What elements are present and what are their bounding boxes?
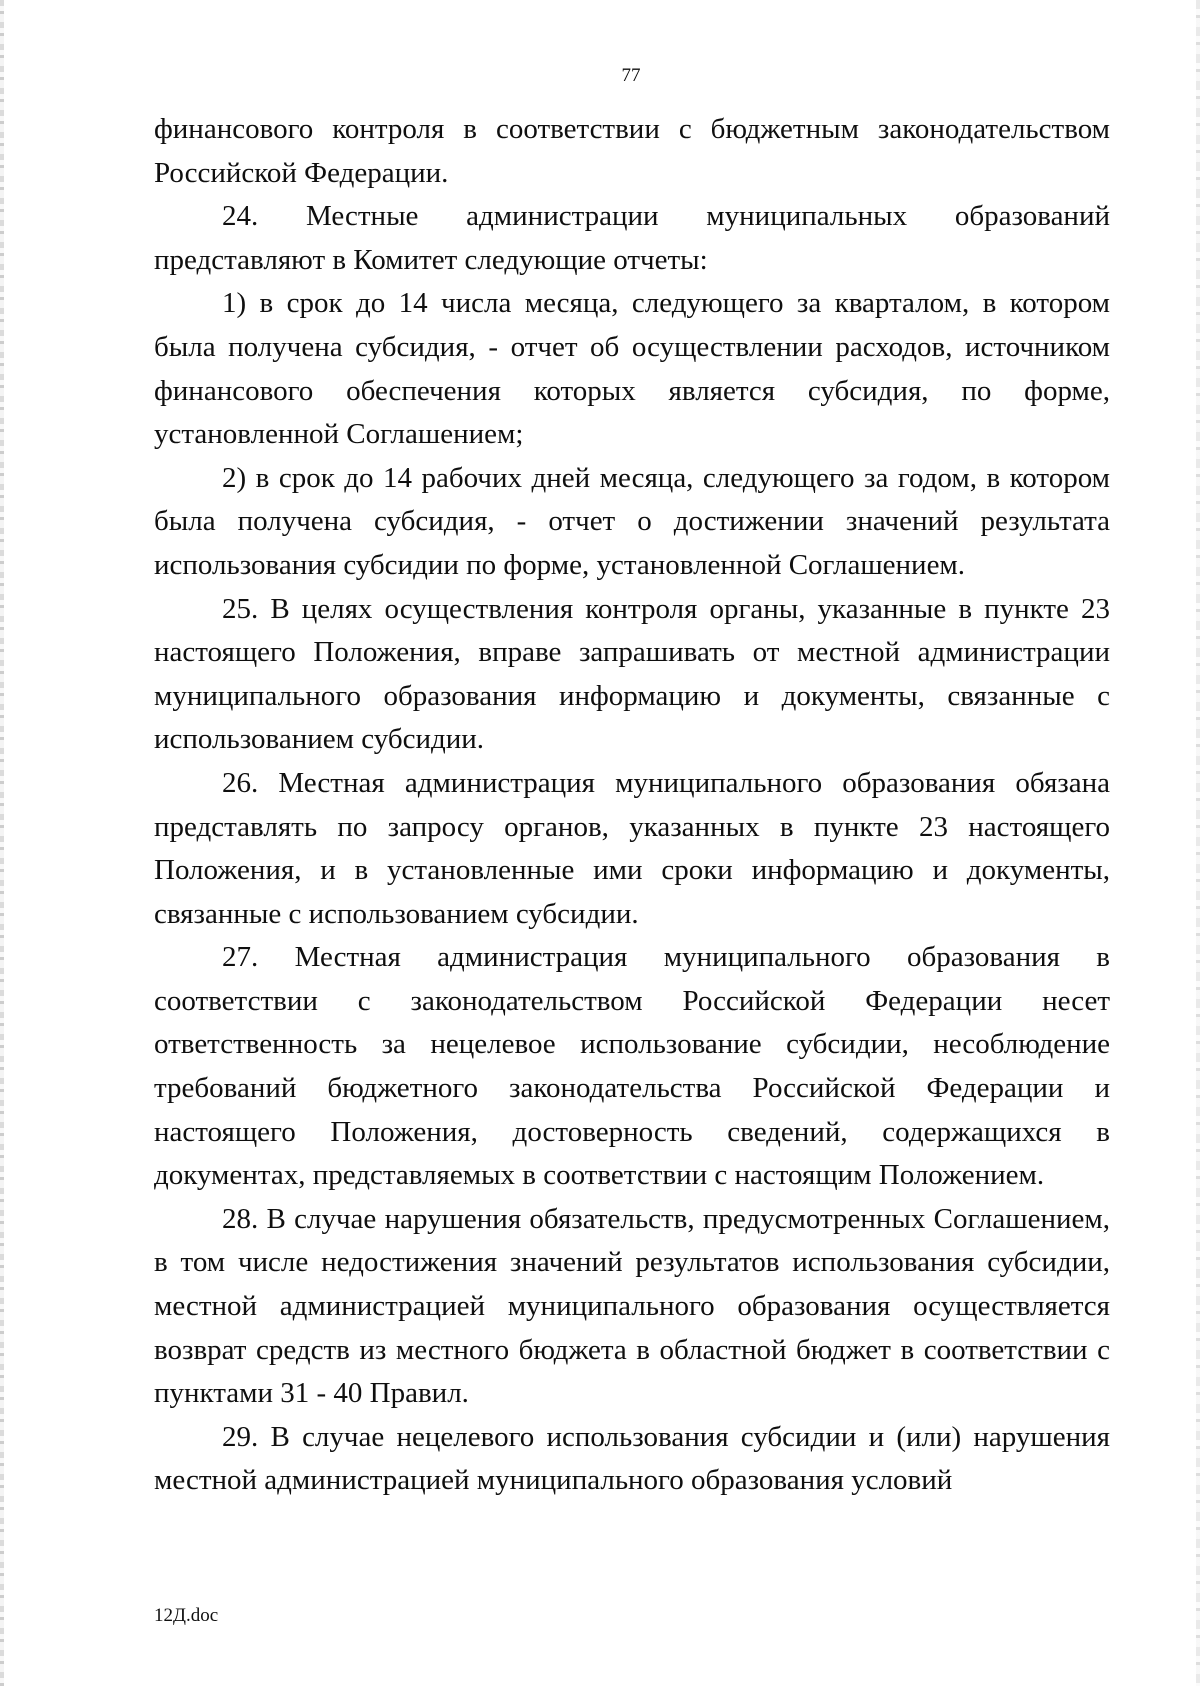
paragraph-29: 29. В случае нецелевого использования субсидии и (или) нарушения местной администрацией муниципального образования условий xyxy=(154,1420,1110,1497)
footer-filename: 12Д.doc xyxy=(154,1605,219,1626)
paragraph-continuation: финансового контроля в соответствии с бюджетным законодательством Российской Федерации. xyxy=(154,113,1110,189)
paragraph-24-item-1: 1) в срок до 14 числа месяца, следующего за кварталом, в котором была получена субсидия, - отчет об осуществлении расходов, источником финансового обеспечения которых является субсидия, по форме, установленной Соглашением; xyxy=(154,287,1110,451)
paragraph-24: 24. Местные администрации муниципальных образований представляют в Комитет следующие отчеты: xyxy=(154,200,1110,276)
paragraph-25: 25. В целях осуществления контроля органы, указанные в пункте 23 настоящего Положения, вправе запрашивать от местной администрации муниципального образования информацию и документы, связанные с использованием субсидии. xyxy=(154,592,1110,756)
paragraph-27: 27. Местная администрация муниципального образования в соответствии с законодательством Российской Федерации несет ответственность за нецелевое использование субсидии, несоблюдение требований бюджетного законодательства Российской Федерации и настоящего Положения, достоверность сведений, содержащихся в документах, представляемых в соответствии с настоящим Положением. xyxy=(154,941,1110,1192)
page-number: 77 xyxy=(621,65,641,86)
document-body xyxy=(154,108,1110,1503)
paragraph-26: 26. Местная администрация муниципального образования обязана представлять по запросу органов, указанных в пункте 23 настоящего Положения, и в установленные ими сроки информацию и документы, связанные с использованием субсидии. xyxy=(154,766,1110,930)
paragraph-28: 28. В случае нарушения обязательств, предусмотренных Соглашением, в том числе недостижения значений результатов использования субсидии, местной администрацией муниципального образования осуществляется возврат средств из местного бюджета в областной бюджет в соответствии с пунктами 31 - 40 Правил. xyxy=(154,1202,1110,1410)
scan-edge-right xyxy=(1196,0,1200,1686)
scan-edge-left xyxy=(0,0,4,1686)
paragraph-24-item-2: 2) в срок до 14 рабочих дней месяца, следующего за годом, в котором была получена субсидия, - отчет о достижении значений результата использования субсидии по форме, установленной Соглашением. xyxy=(154,461,1110,581)
